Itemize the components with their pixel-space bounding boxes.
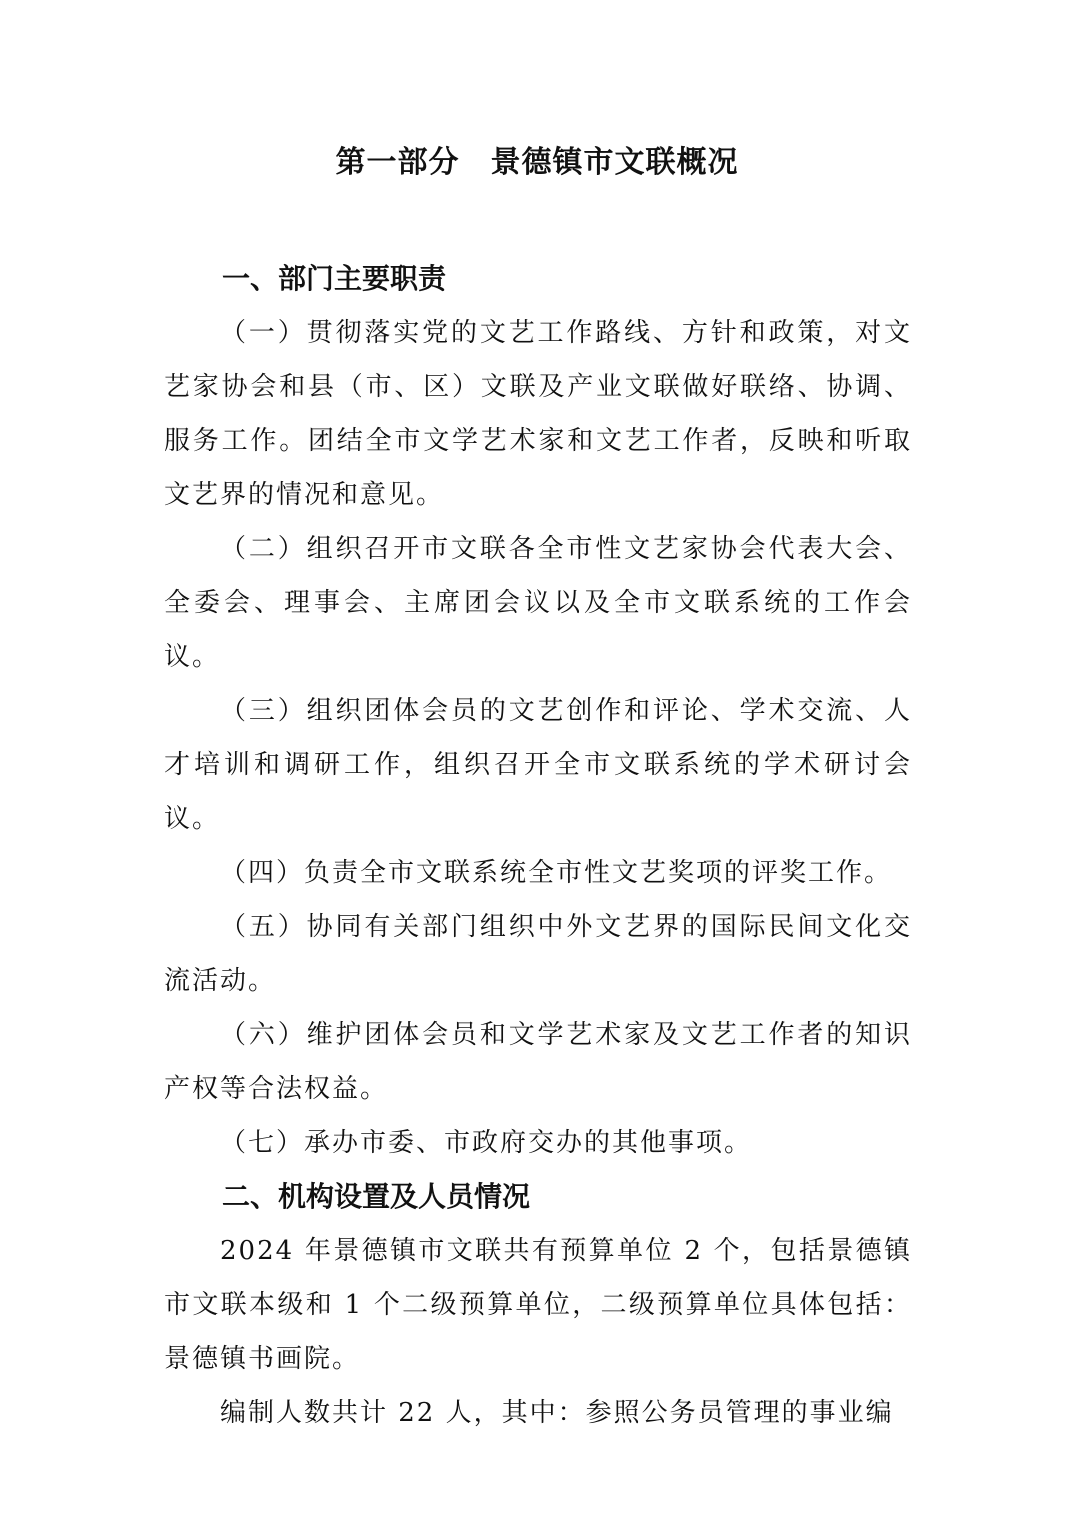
section-heading-duties: 一、部门主要职责 — [222, 262, 447, 295]
organization-paragraph-1: 2024 年景德镇市文联共有预算单位 2 个，包括景德镇市文联本级和 1 个二级预算单位，二级预算单位具体包括：景德镇书画院。 — [164, 1236, 912, 1374]
page-title: 第一部分 景德镇市文联概况 — [335, 145, 739, 180]
duty-item-2: （二）组织召开市文联各全市性文艺家协会代表大会、全委会、理事会、主席团会议以及全市文联系统的工作会议。 — [164, 534, 912, 672]
duty-item-5: （五）协同有关部门组织中外文艺界的国际民间文化交流活动。 — [164, 912, 912, 996]
section-heading-organization: 二、机构设置及人员情况 — [222, 1180, 531, 1213]
duty-item-7: （七）承办市委、市政府交办的其他事项。 — [220, 1128, 753, 1158]
document-body — [164, 252, 912, 1440]
duty-item-4: （四）负责全市文联系统全市性文艺奖项的评奖工作。 — [220, 858, 893, 888]
organization-paragraph-2: 编制人数共计 22 人，其中：参照公务员管理的事业编 — [220, 1398, 894, 1428]
duty-item-6: （六）维护团体会员和文学艺术家及文艺工作者的知识产权等合法权益。 — [164, 1020, 912, 1104]
duty-item-1: （一）贯彻落实党的文艺工作路线、方针和政策，对文艺家协会和县（市、区）文联及产业文联做好联络、协调、服务工作。团结全市文学艺术家和文艺工作者，反映和听取文艺界的情况和意见。 — [164, 318, 912, 510]
duty-item-3: （三）组织团体会员的文艺创作和评论、学术交流、人才培训和调研工作，组织召开全市文联系统的学术研讨会议。 — [164, 696, 912, 834]
